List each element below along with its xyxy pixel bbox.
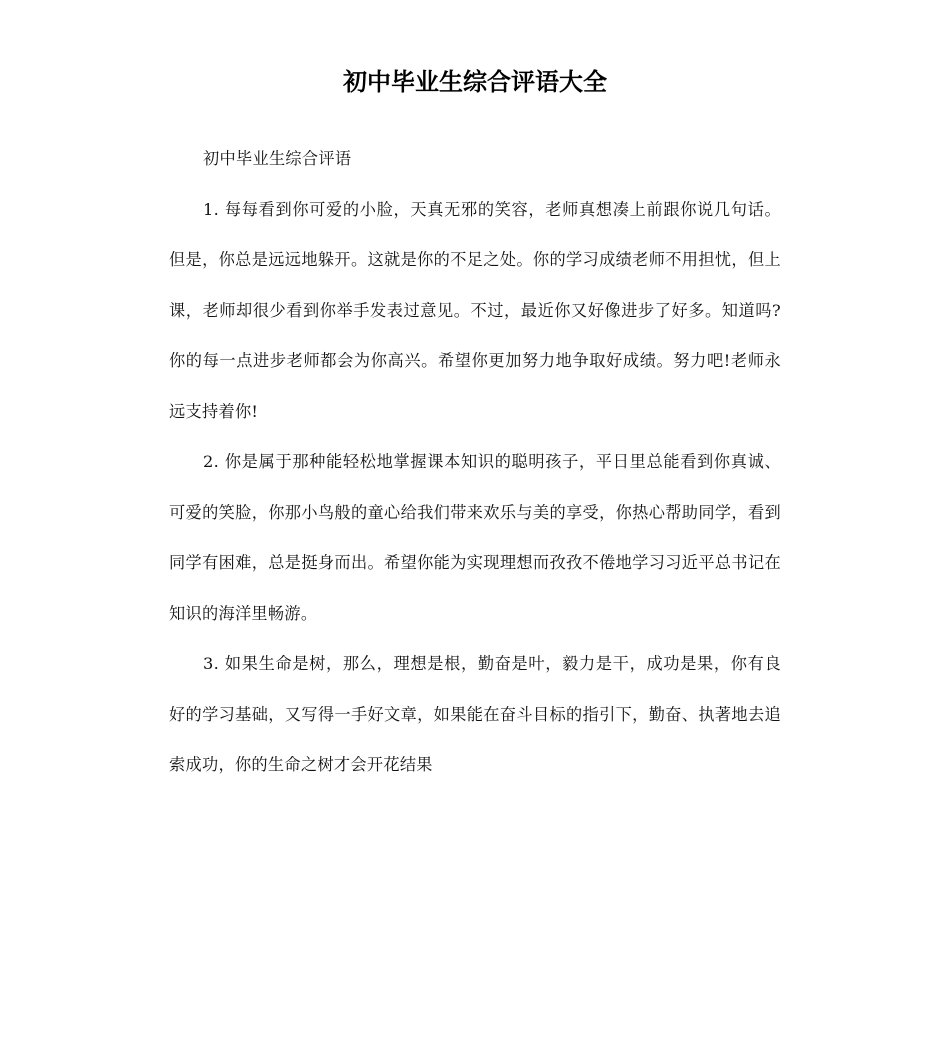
comment-paragraph-3: 3. 如果生命是树，那么，理想是根，勤奋是叶，毅力是干，成功是果，你有良好的学习基础，又写得一手好文章，如果能在奋斗目标的指引下，勤奋、执著地去追索成功，你的生命之树才会开花结果 — [169, 654, 781, 774]
document-title: 初中毕业生综合评语大全 — [343, 68, 607, 96]
comment-paragraph-1: 1. 每每看到你可爱的小脸，天真无邪的笑容，老师真想凑上前跟你说几句话。但是，你总是远远地躲开。这就是你的不足之处。你的学习成绩老师不用担忧，但上课，老师却很少看到你举手发表过意见。不过，最近你又好像进步了好多。知道吗?你的每一点进步老师都会为你高兴。希望你更加努力地争取好成绩。努力吧!老师永远支持着你! — [169, 199, 781, 421]
document-body — [169, 134, 781, 791]
section-heading: 初中毕业生综合评语 — [203, 149, 352, 168]
comment-paragraph-2: 2. 你是属于那种能轻松地掌握课本知识的聪明孩子，平日里总能看到你真诚、可爱的笑脸，你那小鸟般的童心给我们带来欢乐与美的享受，你热心帮助同学，看到同学有困难，总是挺身而出。希望你能为实现理想而孜孜不倦地学习习近平总书记在知识的海洋里畅游。 — [169, 452, 781, 623]
